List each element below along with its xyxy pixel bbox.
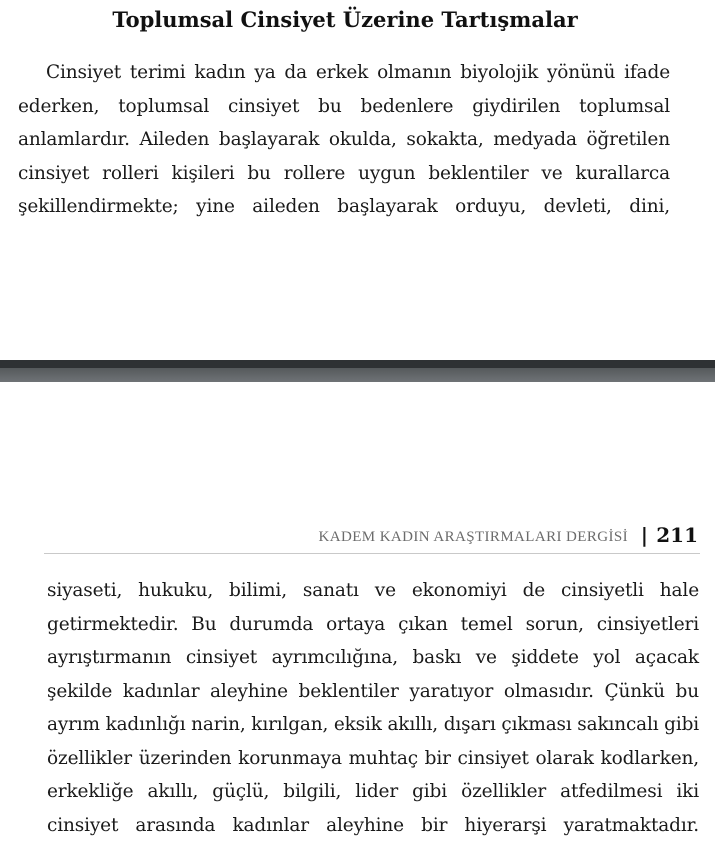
text-line: şekilde kadınlar aleyhine beklentiler yaratıyor olmasıdır. Çünkü bu bbox=[47, 680, 699, 702]
text-line: özellikler üzerinden korunmaya muhtaç bir cinsiyet olarak kodlarken, bbox=[47, 747, 699, 769]
text-line: cinsiyet rolleri kişileri bu rollere uygun beklentiler ve kurallarca bbox=[18, 162, 670, 184]
text-line: getirmektedir. Bu durumda ortaya çıkan temel sorun, cinsiyetleri bbox=[47, 613, 699, 635]
text-line: anlamlardır. Aileden başlayarak okulda, sokakta, medyada öğretilen bbox=[18, 129, 670, 150]
page-number-separator: | bbox=[640, 523, 648, 547]
journal-name: KADEM KADIN ARAŞTIRMALARI DERGİSİ bbox=[318, 529, 628, 545]
text-line: ayrıştırmanın cinsiyet ayrımcılığına, baskı ve şiddete yol açacak bbox=[47, 647, 699, 668]
text-line: şekillendirmekte; yine aileden başlayarak orduyu, devleti, dini, bbox=[18, 196, 670, 217]
text-line: ayrım kadınlığı narin, kırılgan, eksik akıllı, dışarı çıkması sakıncalı gibi bbox=[47, 714, 699, 735]
paragraph-top bbox=[18, 56, 670, 224]
page-break-mid-band bbox=[0, 368, 715, 382]
page-top bbox=[0, 0, 715, 360]
text-line: siyaseti, hukuku, bilimi, sanatı ve ekonomiyi de cinsiyetli hale bbox=[47, 580, 699, 601]
running-header bbox=[44, 521, 700, 554]
text-line: erkekliğe akıllı, güçlü, bilgili, lider gibi özellikler atfedilmesi iki bbox=[47, 781, 699, 802]
page-break-divider bbox=[0, 360, 715, 382]
text-line: Cinsiyet terimi kadın ya da erkek olmanın biyolojik yönünü ifade bbox=[46, 62, 670, 83]
section-title: Toplumsal Cinsiyet Üzerine Tartışmalar bbox=[112, 7, 578, 32]
text-line: cinsiyet arasında kadınlar aleyhine bir hiyerarşi yaratmaktadır. bbox=[47, 814, 699, 836]
text-line: ederken, toplumsal cinsiyet bu bedenlere giydirilen toplumsal bbox=[18, 95, 670, 117]
page-number: 211 bbox=[656, 523, 698, 547]
page-break-dark-band bbox=[0, 360, 715, 368]
paragraph-bottom bbox=[47, 574, 699, 841]
